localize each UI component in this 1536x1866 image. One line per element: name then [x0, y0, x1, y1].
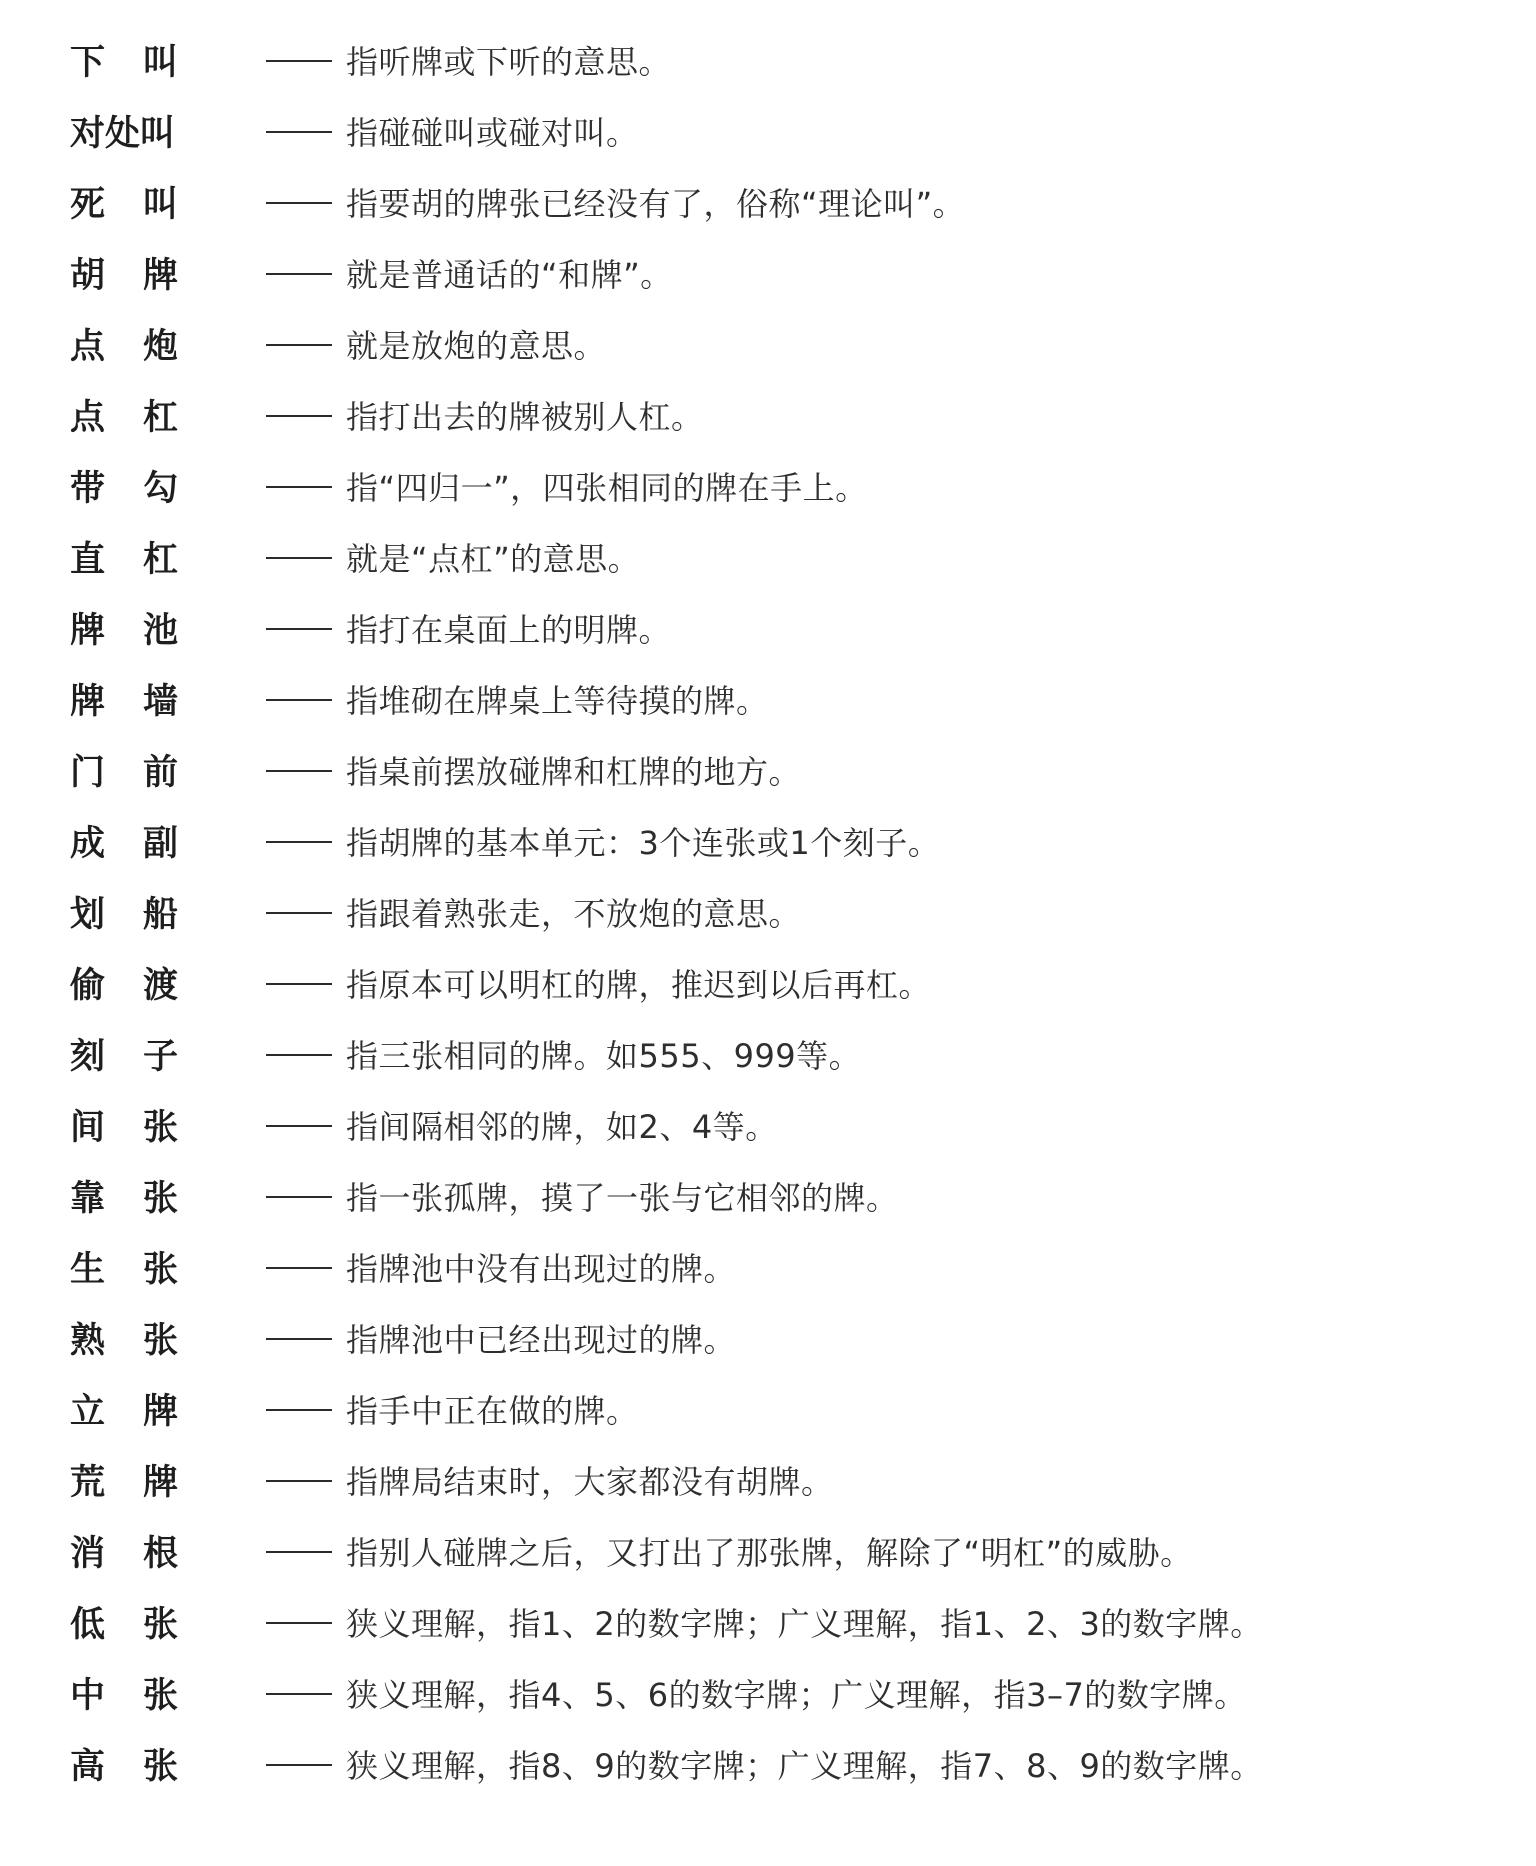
em-dash-separator	[266, 1764, 332, 1766]
glossary-term: 点炮	[70, 326, 217, 367]
em-dash-separator	[266, 1409, 332, 1411]
glossary-term: 消根	[70, 1533, 217, 1574]
glossary-term: 刻子	[70, 1036, 217, 1077]
em-dash-separator	[266, 1622, 332, 1624]
glossary-term: 成副	[70, 823, 217, 864]
em-dash-separator	[266, 131, 332, 133]
glossary-entry	[70, 1160, 1510, 1231]
glossary-definition: 指手中正在做的牌。	[346, 1391, 639, 1430]
glossary-entry	[70, 1728, 1510, 1799]
em-dash-separator	[266, 1267, 332, 1269]
glossary-entry	[70, 308, 1510, 379]
em-dash-separator	[266, 983, 332, 985]
glossary-entry	[70, 450, 1510, 521]
em-dash-separator	[266, 557, 332, 559]
glossary-definition: 指间隔相邻的牌，如2、4等。	[346, 1107, 778, 1146]
em-dash-separator	[266, 699, 332, 701]
glossary-term: 熟张	[70, 1320, 217, 1361]
glossary-entry	[70, 592, 1510, 663]
glossary-definition: 就是普通话的“和牌”。	[346, 255, 673, 294]
glossary-definition: 指一张孤牌，摸了一张与它相邻的牌。	[346, 1178, 899, 1217]
glossary-term: 门前	[70, 752, 217, 793]
glossary-definition: 指“四归一”，四张相同的牌在手上。	[346, 468, 868, 507]
glossary-definition: 狭义理解，指4、5、6的数字牌；广义理解，指3–7的数字牌。	[346, 1675, 1247, 1714]
glossary-definition: 指三张相同的牌。如555、999等。	[346, 1036, 862, 1075]
glossary-entry	[70, 166, 1510, 237]
em-dash-separator	[266, 344, 332, 346]
glossary-term: 间张	[70, 1107, 217, 1148]
glossary-definition: 指桌前摆放碰牌和杠牌的地方。	[346, 752, 802, 791]
glossary-entry	[70, 663, 1510, 734]
glossary-entry	[70, 805, 1510, 876]
glossary-term: 牌池	[70, 610, 217, 651]
glossary-definition: 狭义理解，指1、2的数字牌；广义理解，指1、2、3的数字牌。	[346, 1604, 1263, 1643]
glossary-list	[70, 24, 1510, 1799]
glossary-entry	[70, 1018, 1510, 1089]
glossary-definition: 指打出去的牌被别人杠。	[346, 397, 704, 436]
em-dash-separator	[266, 1551, 332, 1553]
glossary-definition: 指听牌或下听的意思。	[346, 42, 672, 81]
em-dash-separator	[266, 1054, 332, 1056]
em-dash-separator	[266, 1125, 332, 1127]
em-dash-separator	[266, 841, 332, 843]
glossary-term: 荒牌	[70, 1462, 217, 1503]
glossary-term: 带勾	[70, 468, 217, 509]
em-dash-separator	[266, 1196, 332, 1198]
glossary-definition: 指牌池中已经出现过的牌。	[346, 1320, 737, 1359]
glossary-entry	[70, 24, 1510, 95]
glossary-term: 死叫	[70, 184, 217, 225]
em-dash-separator	[266, 1693, 332, 1695]
glossary-definition: 指打在桌面上的明牌。	[346, 610, 672, 649]
glossary-entry	[70, 1586, 1510, 1657]
glossary-definition: 指牌局结束时，大家都没有胡牌。	[346, 1462, 834, 1501]
glossary-term: 划船	[70, 894, 217, 935]
glossary-definition: 就是“点杠”的意思。	[346, 539, 641, 578]
glossary-term: 直杠	[70, 539, 217, 580]
glossary-definition: 指跟着熟张走，不放炮的意思。	[346, 894, 802, 933]
glossary-entry	[70, 1302, 1510, 1373]
em-dash-separator	[266, 60, 332, 62]
glossary-entry	[70, 95, 1510, 166]
glossary-term: 牌墙	[70, 681, 217, 722]
glossary-term: 偷渡	[70, 965, 217, 1006]
em-dash-separator	[266, 273, 332, 275]
glossary-entry	[70, 1515, 1510, 1586]
glossary-entry	[70, 947, 1510, 1018]
glossary-definition: 指牌池中没有出现过的牌。	[346, 1249, 737, 1288]
glossary-definition: 指要胡的牌张已经没有了，俗称“理论叫”。	[346, 184, 966, 223]
em-dash-separator	[266, 770, 332, 772]
em-dash-separator	[266, 1338, 332, 1340]
glossary-term: 生张	[70, 1249, 217, 1290]
glossary-entry	[70, 1231, 1510, 1302]
glossary-term: 下叫	[70, 42, 217, 83]
glossary-entry	[70, 1373, 1510, 1444]
glossary-definition: 指碰碰叫或碰对叫。	[346, 113, 639, 152]
glossary-entry	[70, 1089, 1510, 1160]
glossary-term: 点杠	[70, 397, 217, 438]
glossary-term: 胡牌	[70, 255, 217, 296]
em-dash-separator	[266, 202, 332, 204]
glossary-term: 中张	[70, 1675, 217, 1716]
glossary-entry	[70, 379, 1510, 450]
glossary-entry	[70, 1657, 1510, 1728]
glossary-definition: 指堆砌在牌桌上等待摸的牌。	[346, 681, 769, 720]
glossary-definition: 指胡牌的基本单元：3个连张或1个刻子。	[346, 823, 941, 862]
em-dash-separator	[266, 415, 332, 417]
glossary-term: 靠张	[70, 1178, 217, 1219]
glossary-definition: 就是放炮的意思。	[346, 326, 607, 365]
glossary-definition: 指原本可以明杠的牌，推迟到以后再杠。	[346, 965, 932, 1004]
glossary-term: 高张	[70, 1746, 217, 1787]
glossary-entry	[70, 237, 1510, 308]
glossary-term: 立牌	[70, 1391, 217, 1432]
em-dash-separator	[266, 628, 332, 630]
glossary-entry	[70, 1444, 1510, 1515]
glossary-definition: 指别人碰牌之后，又打出了那张牌，解除了“明杠”的威胁。	[346, 1533, 1193, 1572]
em-dash-separator	[266, 912, 332, 914]
glossary-definition: 狭义理解，指8、9的数字牌；广义理解，指7、8、9的数字牌。	[346, 1746, 1263, 1785]
glossary-term: 对处叫	[70, 113, 176, 154]
em-dash-separator	[266, 1480, 332, 1482]
glossary-entry	[70, 876, 1510, 947]
glossary-term: 低张	[70, 1604, 217, 1645]
glossary-entry	[70, 734, 1510, 805]
glossary-entry	[70, 521, 1510, 592]
em-dash-separator	[266, 486, 332, 488]
